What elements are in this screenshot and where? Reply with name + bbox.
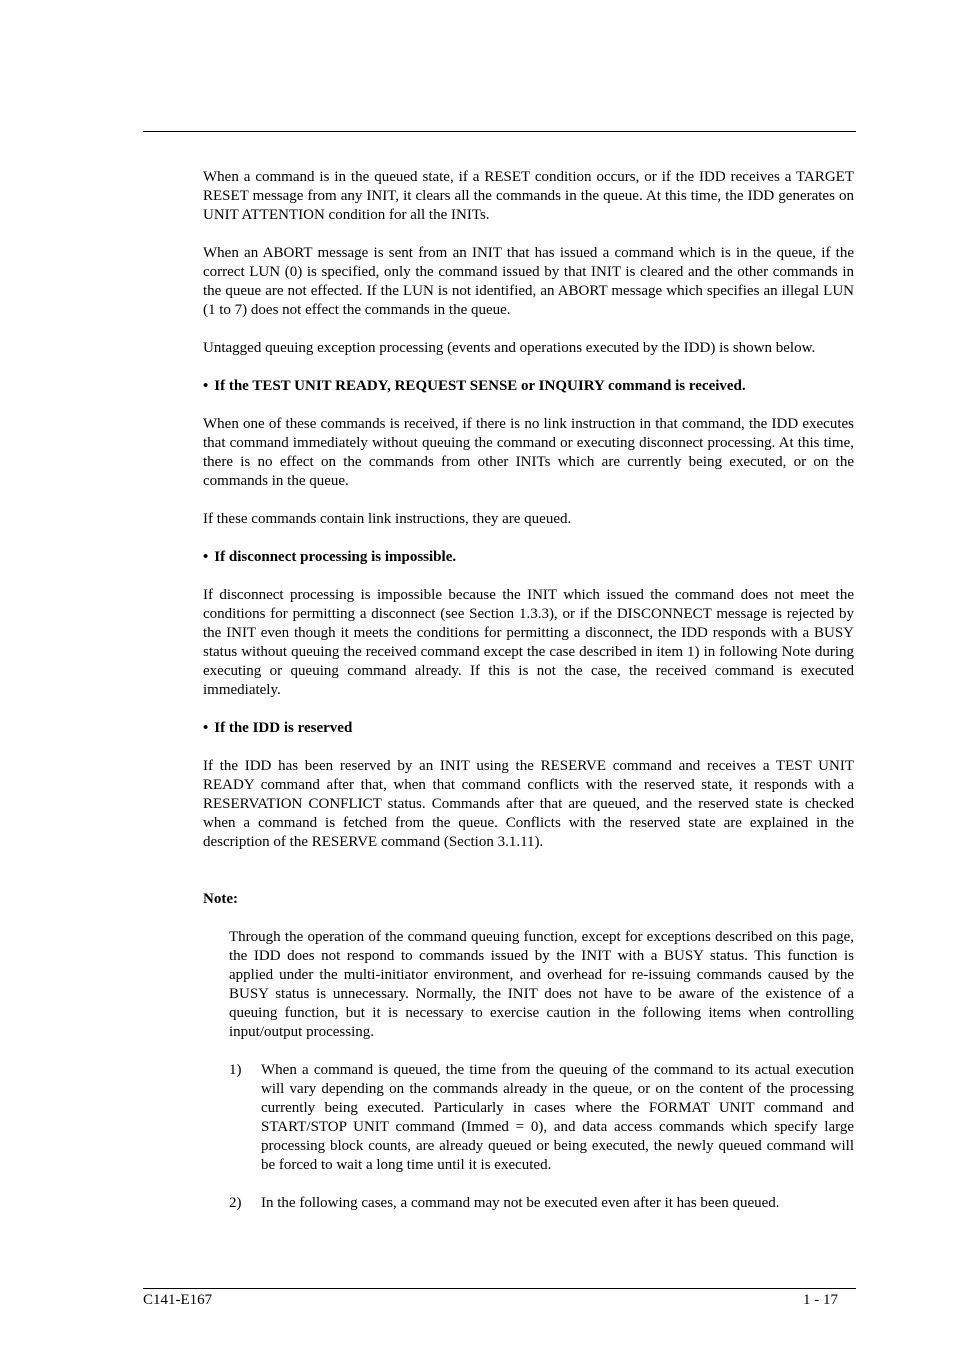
note-body: Through the operation of the command queuing function, except for exceptions described on this page, the IDD does not respond to commands issued by the INIT with a BUSY status. This function is applied under the multi-initiator environment, and overhead for re-issuing commands caused by the BUSY status is unnecessary. Normally, the INIT does not have to be aware of the existence of a queuing function, but it is necessary to exercise caution in the following items when controlling input/output processing. [229, 929, 854, 1040]
bullet-heading-text: If the IDD is reserved [214, 720, 353, 736]
note-block [229, 928, 854, 1213]
paragraph-exception-intro: Untagged queuing exception processing (events and operations executed by the IDD) is shown below. [203, 340, 816, 356]
page-footer [143, 1292, 838, 1309]
bullet-heading-reserved [203, 719, 854, 738]
paragraph-immediate-execution: When one of these commands is received, if there is no link instruction in that command, the IDD executes that command immediately without queuing the command or executing disconnect processing. At this time, there is no effect on the commands from other INITs which are currently being executed, or on the commands in the queue. [203, 416, 854, 489]
note-item-text: When a command is queued, the time from the queuing of the command to its actual execution will vary depending on the commands already in the queue, or on the content of the processing currently being executed. Particularly in cases where the FORMAT UNIT command and START/STOP UNIT command (Immed = 0), and data access commands which specify large processing block counts, are already queued or being executed, the newly queued command will be forced to wait a long time until it is executed. [261, 1062, 854, 1173]
bullet-icon: • [203, 720, 209, 736]
note-item-text: In the following cases, a command may not be executed even after it has been queued. [261, 1195, 780, 1211]
note-item [229, 1061, 854, 1175]
bullet-heading-disconnect [203, 548, 854, 567]
footer-rule [143, 1288, 856, 1289]
footer-page-number: 1 - 17 [803, 1292, 838, 1308]
note-title: Note: [203, 891, 238, 907]
page-body [203, 168, 854, 1232]
footer-doc-id: C141-E167 [143, 1292, 213, 1308]
note-item-number: 2) [229, 1195, 242, 1211]
bullet-icon: • [203, 549, 209, 565]
bullet-icon: • [203, 378, 209, 394]
bullet-heading-text: If disconnect processing is impossible. [214, 549, 457, 565]
paragraph-link-instructions: If these commands contain link instructions, they are queued. [203, 511, 572, 527]
header-rule [143, 131, 856, 132]
note-item-number: 1) [229, 1062, 242, 1078]
paragraph-abort-message: When an ABORT message is sent from an INIT that has issued a command which is in the queue, if the correct LUN (0) is specified, only the command issued by that INIT is cleared and the other commands in the queue are not effected. If the LUN is not identified, an ABORT message which specifies an illegal LUN (1 to 7) does not effect the commands in the queue. [203, 245, 854, 318]
note-item [229, 1194, 854, 1213]
paragraph-reset-condition: When a command is in the queued state, if a RESET condition occurs, or if the IDD receives a TARGET RESET message from any INIT, it clears all the commands in the queue. At this time, the IDD generates on UNIT ATTENTION condition for all the INITs. [203, 169, 854, 223]
paragraph-disconnect-impossible: If disconnect processing is impossible because the INIT which issued the command does not meet the conditions for permitting a disconnect (see Section 1.3.3), or if the DISCONNECT message is rejected by the INIT even though it meets the conditions for permitting a disconnect, the IDD responds with a BUSY status without queuing the received command except the case described in item 1) in following Note during executing or queuing command already. If this is not the case, the received command is executed immediately. [203, 587, 854, 698]
bullet-heading-test-unit-ready [203, 377, 854, 396]
bullet-heading-text: If the TEST UNIT READY, REQUEST SENSE or INQUIRY command is received. [214, 378, 746, 394]
paragraph-reserved: If the IDD has been reserved by an INIT using the RESERVE command and receives a TEST UNIT READY command after that, when that command conflicts with the reserved state, it responds with a RESERVATION CONFLICT status. Commands after that are queued, and the reserved state is checked when a command is fetched from the queue. Conflicts with the reserved state are explained in the description of the RESERVE command (Section 3.1.11). [203, 758, 854, 850]
